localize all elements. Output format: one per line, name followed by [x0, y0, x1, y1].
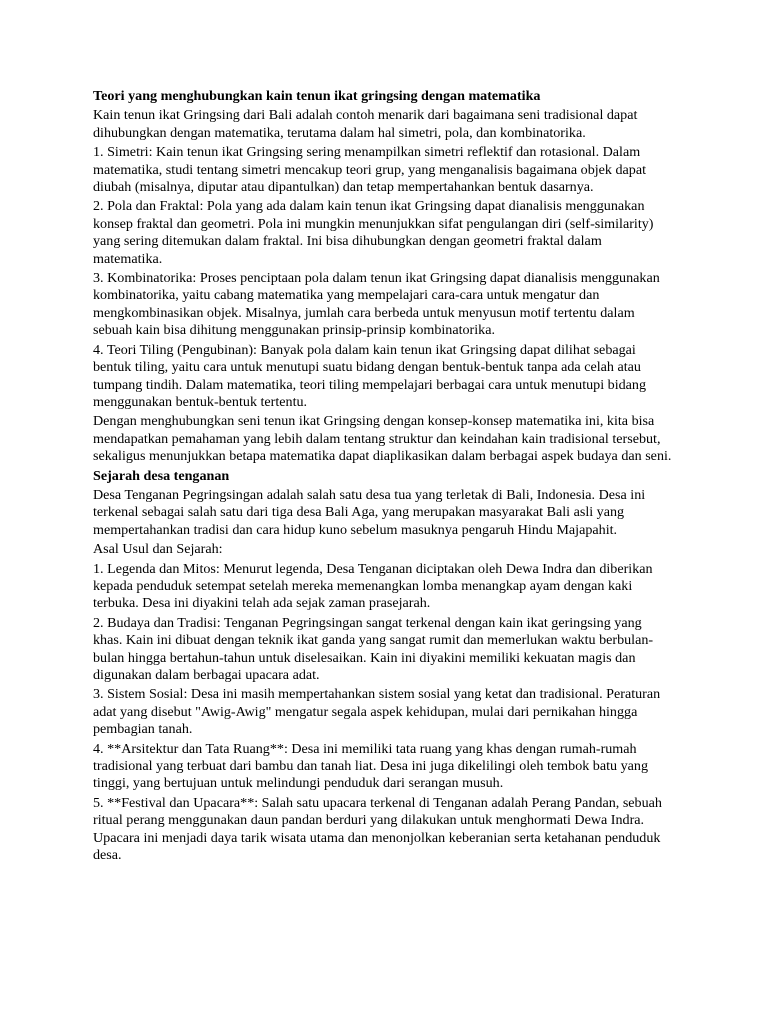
- section-heading-math: Teori yang menghubungkan kain tenun ikat gringsing dengan matematika: [93, 88, 541, 104]
- list-item-culture: 2. Budaya dan Tradisi: Tenganan Pegringsingan sangat terkenal dengan kain ikat geringsing yang khas. Kain ini dibuat dengan teknik ikat ganda yang sangat rumit dan memerlukan waktu berbulan-bulan hingga bertahun-tahun untuk diselesaikan. Kain ini diyakini memiliki kekuatan magis dan digunakan dalam berbagai upacara adat.: [93, 614, 654, 683]
- paragraph-intro: Kain tenun ikat Gringsing dari Bali adalah contoh menarik dari bagaimana seni tradisional dapat dihubungkan dengan matematika, terutama dalam hal simetri, pola, dan kombinatorika.: [93, 107, 638, 141]
- list-item-festival: 5. **Festival dan Upacara**: Salah satu upacara terkenal di Tenganan adalah Perang Pandan, sebuah ritual perang menggunakan daun pandan berduri yang dilakukan untuk menghormati Dewa Indra. Upacara ini menjadi daya tarik wisata utama dan menonjolkan keberanian serta ketahanan penduduk desa.: [93, 794, 662, 864]
- list-item-combinatorics: 3. Kombinatorika: Proses penciptaan pola dalam tenun ikat Gringsing dapat dianalisis menggunakan kombinatorika, yaitu cabang matematika yang mempelajari cara-cara untuk mengatur dan mengkombinasikan objek. Misalnya, jumlah cara berbeda untuk menyusun motif tertentu dalam sebuah kain bisa dihitung menggunakan prinsip-prinsip kombinatorika.: [93, 270, 660, 339]
- paragraph-conclusion: Dengan menghubungkan seni tenun ikat Gringsing dengan konsep-konsep matematika ini, kita bisa mendapatkan pemahaman yang lebih dalam tentang struktur dan keindahan kain tradisional tersebut, sekaligus menunjukkan betapa matematika dapat diaplikasikan dalam berbagai aspek budaya dan seni.: [93, 413, 672, 465]
- paragraph-village-intro: Desa Tenganan Pegringsingan adalah salah satu desa tua yang terletak di Bali, Indonesia. Desa ini terkenal sebagai salah satu dari tiga desa Bali Aga, yang merupakan masyarakat Bali asli yang mempertahankan tradisi dan cara hidup kuno sebelum masuknya pengaruh Hindu Majapahit.: [93, 486, 646, 538]
- subheading-origin: Asal Usul dan Sejarah:: [93, 541, 223, 558]
- list-item-symmetry: 1. Simetri: Kain tenun ikat Gringsing sering menampilkan simetri reflektif dan rotasional. Dalam matematika, studi tentang simetri mencakup teori grup, yang menganalisis bagaimana objek dapat diubah (misalnya, diputar atau dipantulkan) dan tetap mempertahankan bentuk dasarnya.: [93, 144, 647, 196]
- list-item-fractal: 2. Pola dan Fraktal: Pola yang ada dalam kain tenun ikat Gringsing dapat dianalisis menggunakan konsep fraktal dan geometri. Pola ini mungkin menunjukkan sifat pengulangan diri (self-similarity) yang sering ditemukan dalam fraktal. Ini bisa dihubungkan dengan geometri fraktal dalam matematika.: [93, 198, 654, 267]
- list-item-social-system: 3. Sistem Sosial: Desa ini masih mempertahankan sistem sosial yang ketat dan tradisional. Peraturan adat yang disebut "Awig-Awig" mengatur segala aspek kehidupan, mulai dari pernikahan hingga pembagian tanah.: [93, 686, 661, 738]
- document-page: [93, 88, 673, 866]
- list-item-legend: 1. Legenda dan Mitos: Menurut legenda, Desa Tenganan diciptakan oleh Dewa Indra dan diberikan kepada penduduk setempat setelah mereka memenangkan lomba menangkap ayam dengan kaki terbuka. Desa ini diyakini telah ada sejak zaman prasejarah.: [93, 560, 653, 612]
- section-heading-history: Sejarah desa tenganan: [93, 467, 230, 484]
- list-item-tiling: 4. Teori Tiling (Pengubinan): Banyak pola dalam kain tenun ikat Gringsing dapat dilihat sebagai bentuk tiling, yaitu cara untuk menutupi suatu bidang dengan bentuk-bentuk tanpa ada celah atau tumpang tindih. Dalam matematika, teori tiling mempelajari berbagai cara untuk menutupi bidang menggunakan bentuk-bentuk tertentu.: [93, 341, 647, 410]
- list-item-architecture: 4. **Arsitektur dan Tata Ruang**: Desa ini memiliki tata ruang yang khas dengan rumah-rumah tradisional yang terbuat dari bambu dan tanah liat. Desa ini juga dikelilingi oleh tembok batu yang tinggi, yang bertujuan untuk melindungi penduduk dari serangan musuh.: [93, 740, 648, 792]
